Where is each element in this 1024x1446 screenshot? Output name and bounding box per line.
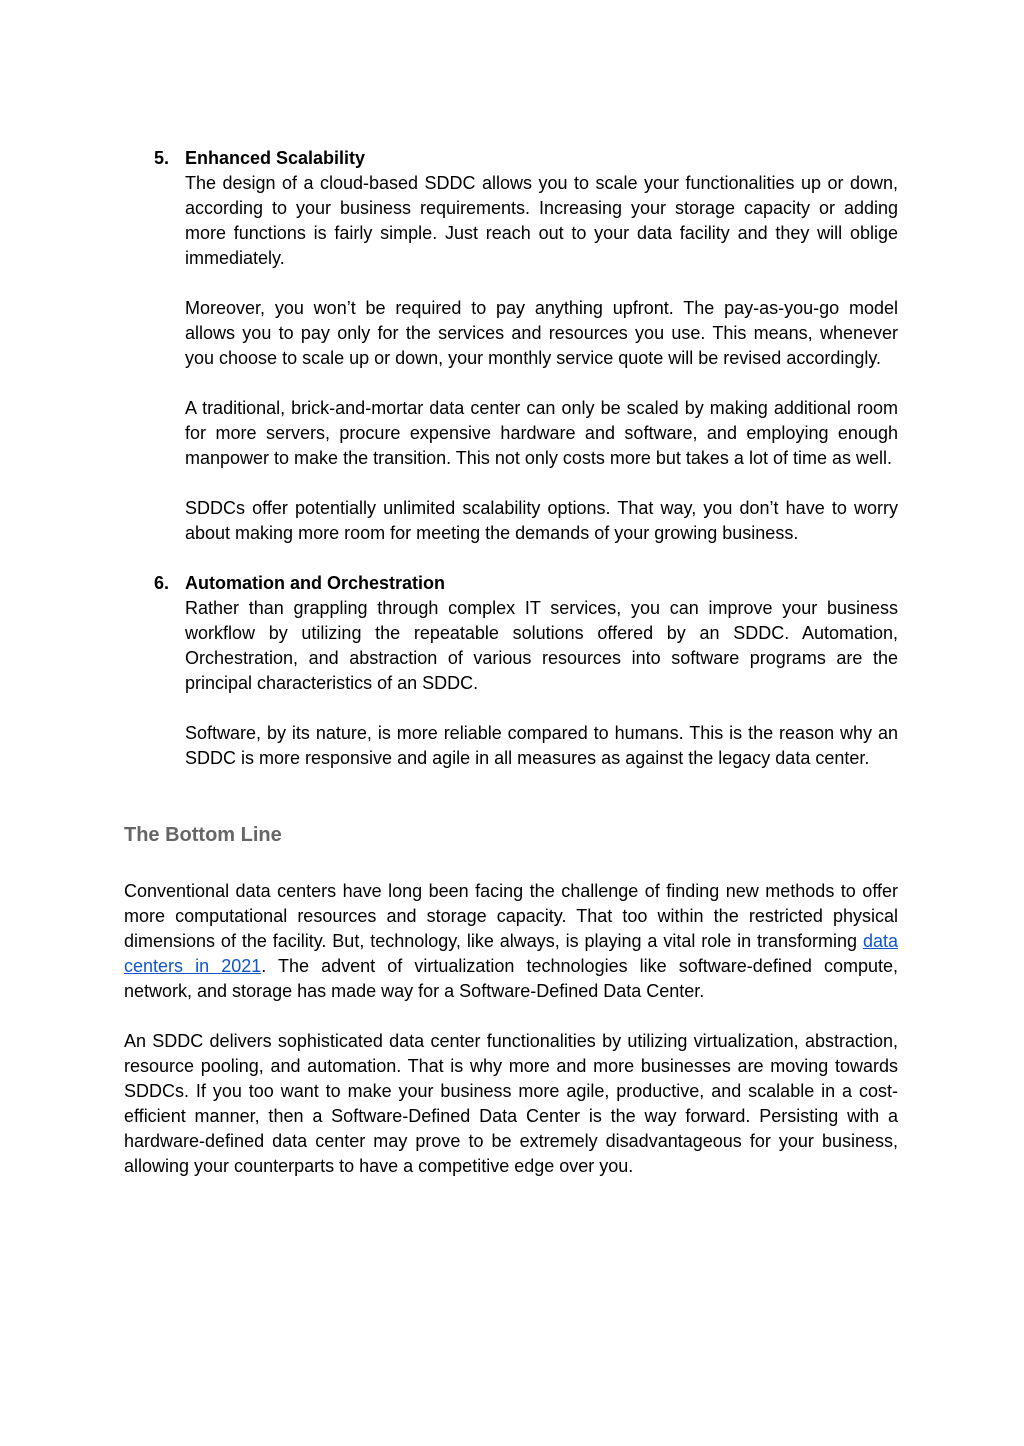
paragraph: Rather than grappling through complex IT services, you can improve your business workflow by utilizing the repeatable solutions offered by an SDDC. Automation, Orchestration, and abstraction of various resources into software programs are the principal characteristics of an SDDC. — [185, 598, 898, 693]
section-heading-bottom-line: The Bottom Line — [124, 824, 282, 846]
list-item-enhanced-scalability — [124, 146, 898, 546]
item-heading: Automation and Orchestration — [185, 573, 446, 593]
bottom-line-paragraph-1 — [124, 879, 898, 1004]
paragraph: The design of a cloud-based SDDC allows you to scale your functionalities up or down, according to your business requirements. Increasing your storage capacity or adding more functions is fairly simple. Just reach out to your data facility and they will oblige immediately. — [185, 173, 898, 268]
document-content — [124, 146, 898, 1179]
item-heading: Enhanced Scalability — [185, 148, 366, 168]
paragraph: Moreover, you won’t be required to pay anything upfront. The pay-as-you-go model allows you to pay only for the services and resources you use. This means, whenever you choose to scale up or down, your monthly service quote will be revised accordingly. — [185, 298, 898, 368]
list-number: 6. — [154, 573, 170, 593]
bottom-line-paragraph-2: An SDDC delivers sophisticated data center functionalities by utilizing virtualization, abstraction, resource pooling, and automation. That is why more and more businesses are moving towards SDDCs. If you too want to make your business more agile, productive, and scalable in a cost-efficient manner, then a Software-Defined Data Center is the way forward. Persisting with a hardware-defined data center may prove to be extremely disadvantageous for your business, allowing your counterparts to have a competitive edge over you. — [124, 1031, 898, 1176]
list-number: 5. — [154, 148, 170, 168]
list-item-automation-orchestration — [124, 571, 898, 771]
paragraph-text: Conventional data centers have long been facing the challenge of finding new methods to offer more computational resources and storage capacity. That too within the restricted physical dimensions of the facility. But, technology, like always, is playing a vital role in transforming — [124, 881, 898, 951]
paragraph-text: . The advent of virtualization technologies like software-defined compute, network, and storage has made way for a Software-Defined Data Center. — [124, 956, 898, 1001]
data-centers-2021-link[interactable]: data centers in 2021 — [124, 931, 898, 976]
paragraph: Software, by its nature, is more reliable compared to humans. This is the reason why an SDDC is more responsive and agile in all measures as against the legacy data center. — [185, 723, 898, 768]
paragraph: A traditional, brick-and-mortar data center can only be scaled by making additional room for more servers, procure expensive hardware and software, and employing enough manpower to make the transition. This not only costs more but takes a lot of time as well. — [185, 398, 898, 468]
paragraph: SDDCs offer potentially unlimited scalability options. That way, you don’t have to worry about making more room for meeting the demands of your growing business. — [185, 498, 898, 543]
